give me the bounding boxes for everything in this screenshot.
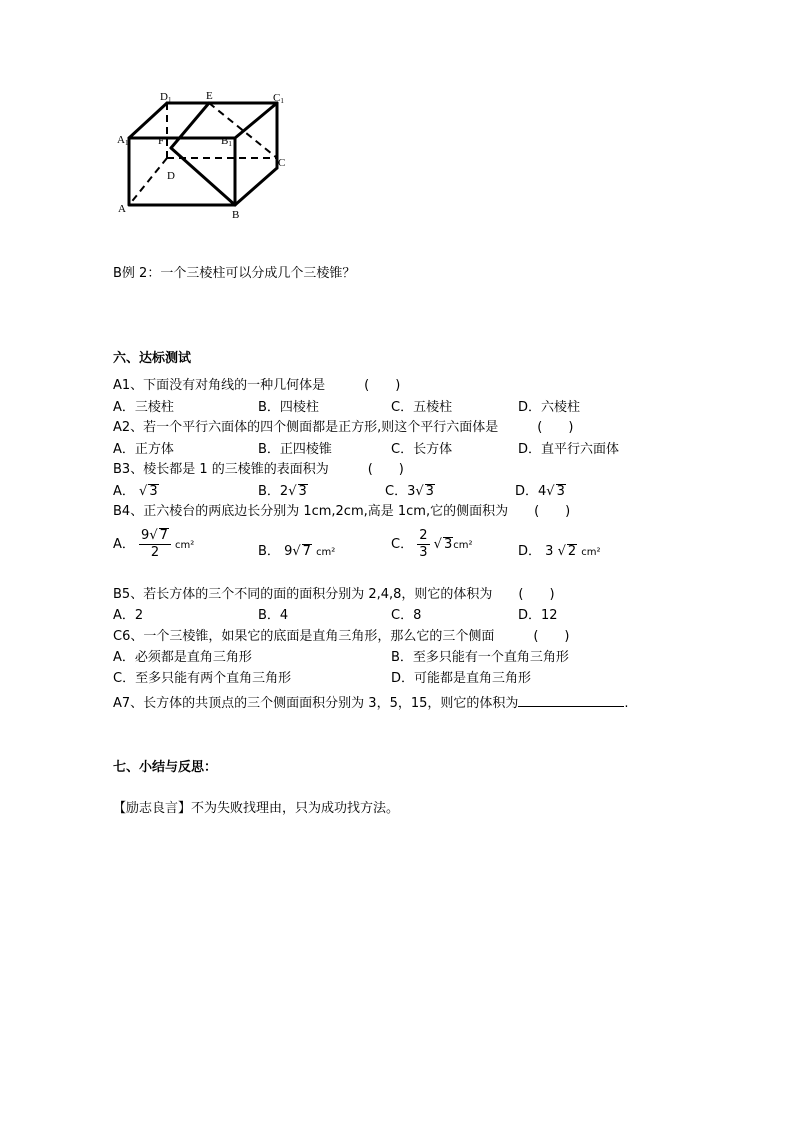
edge-c-b	[235, 168, 277, 205]
label-d: D	[167, 170, 175, 182]
example-2: B例 2：一个三棱柱可以分成几个三棱锥？	[113, 266, 356, 281]
option-a: A．正方体	[113, 442, 174, 457]
option-d: D．4√ 3	[515, 484, 565, 499]
option-d: D．直平行六面体	[518, 442, 620, 457]
question-c6: C6、一个三棱锥，如果它的底面是直角三角形，那么它的三个侧面 ( )	[113, 629, 570, 644]
motto: 【励志良言】不为失败找理由，只为成功找方法。	[113, 801, 400, 816]
sqrt: √ 3	[546, 484, 565, 499]
option-a: A．三棱柱	[113, 400, 174, 415]
option-c: C． $\frac{2}{3}$ √ 3cm²	[391, 528, 473, 560]
answer-blank[interactable]	[518, 695, 624, 707]
cuboid-figure	[110, 88, 300, 228]
option-c: C．8	[391, 608, 422, 623]
fraction: $\frac{9√ 7}{2}$	[139, 528, 171, 561]
sqrt: √ 3	[139, 484, 158, 499]
question-b5: B5、若长方体的三个不同的面的面积分别为 2,4,8，则它的体积为 ( )	[113, 587, 555, 602]
label-a1: A1	[117, 134, 129, 147]
option-b: B．4	[258, 608, 289, 623]
edge-e-f	[171, 103, 209, 148]
option-d: D．六棱柱	[518, 400, 581, 415]
question-a1: A1、下面没有对角线的一种几何体是 ( )	[113, 378, 401, 393]
label-f: F	[158, 135, 165, 147]
question-b3: B3、棱长都是 1 的三棱锥的表面积为 ( )	[113, 462, 404, 477]
label-e: E	[206, 90, 213, 102]
label-c1: C1	[273, 92, 284, 105]
front-face	[129, 138, 235, 205]
option-c: C．3√ 3	[385, 484, 434, 499]
edge-f-b	[171, 148, 235, 205]
option-b: B．至多只能有一个直角三角形	[391, 650, 569, 665]
option-b: B．2√ 3	[258, 484, 307, 499]
section-7-title: 七、小结与反思：	[113, 760, 218, 775]
option-a: A．必须都是直角三角形	[113, 650, 252, 665]
fraction: $\frac{2}{3}$	[419, 528, 428, 560]
label-b1: B1	[221, 135, 232, 148]
option-c: C．长方体	[391, 442, 453, 457]
edge-a1-d1	[129, 103, 167, 138]
option-b: B．四棱柱	[258, 400, 319, 415]
label-b: B	[232, 209, 240, 221]
option-b: B．正四棱锥	[258, 442, 332, 457]
question-a7: A7、长方体的共顶点的三个侧面面积分别为 3，5，15，则它的体积为 .	[113, 696, 629, 711]
option-a: A．2	[113, 608, 144, 623]
label-c: C	[278, 157, 286, 169]
option-a: A． $\frac{9√ 7}{2}$ cm²	[113, 528, 195, 560]
sqrt: √ 3	[288, 484, 307, 499]
hidden-edge-d-a	[129, 158, 167, 205]
label-a: A	[118, 203, 126, 215]
edge-c1-b1	[235, 103, 277, 138]
question-b4: B4、正六棱台的两底边长分别为 1cm,2cm,高是 1cm,它的侧面积为 ( )	[113, 504, 571, 519]
option-d: D． 3 √ 2 cm²	[518, 544, 601, 559]
sqrt: √ 3	[415, 484, 434, 499]
question-a2: A2、若一个平行六面体的四个侧面都是正方形,则这个平行六面体是 ( )	[113, 420, 574, 435]
option-d: D．12	[518, 608, 558, 623]
option-c: C．五棱柱	[391, 400, 453, 415]
option-b: B． 9√ 7 cm²	[258, 544, 336, 559]
label-d1: D1	[160, 91, 172, 104]
option-a: A． √ 3	[113, 484, 158, 499]
section-6-title: 六、达标测试	[113, 351, 192, 366]
option-d: D．可能都是直角三角形	[391, 671, 532, 686]
option-c: C．至多只能有两个直角三角形	[113, 671, 292, 686]
